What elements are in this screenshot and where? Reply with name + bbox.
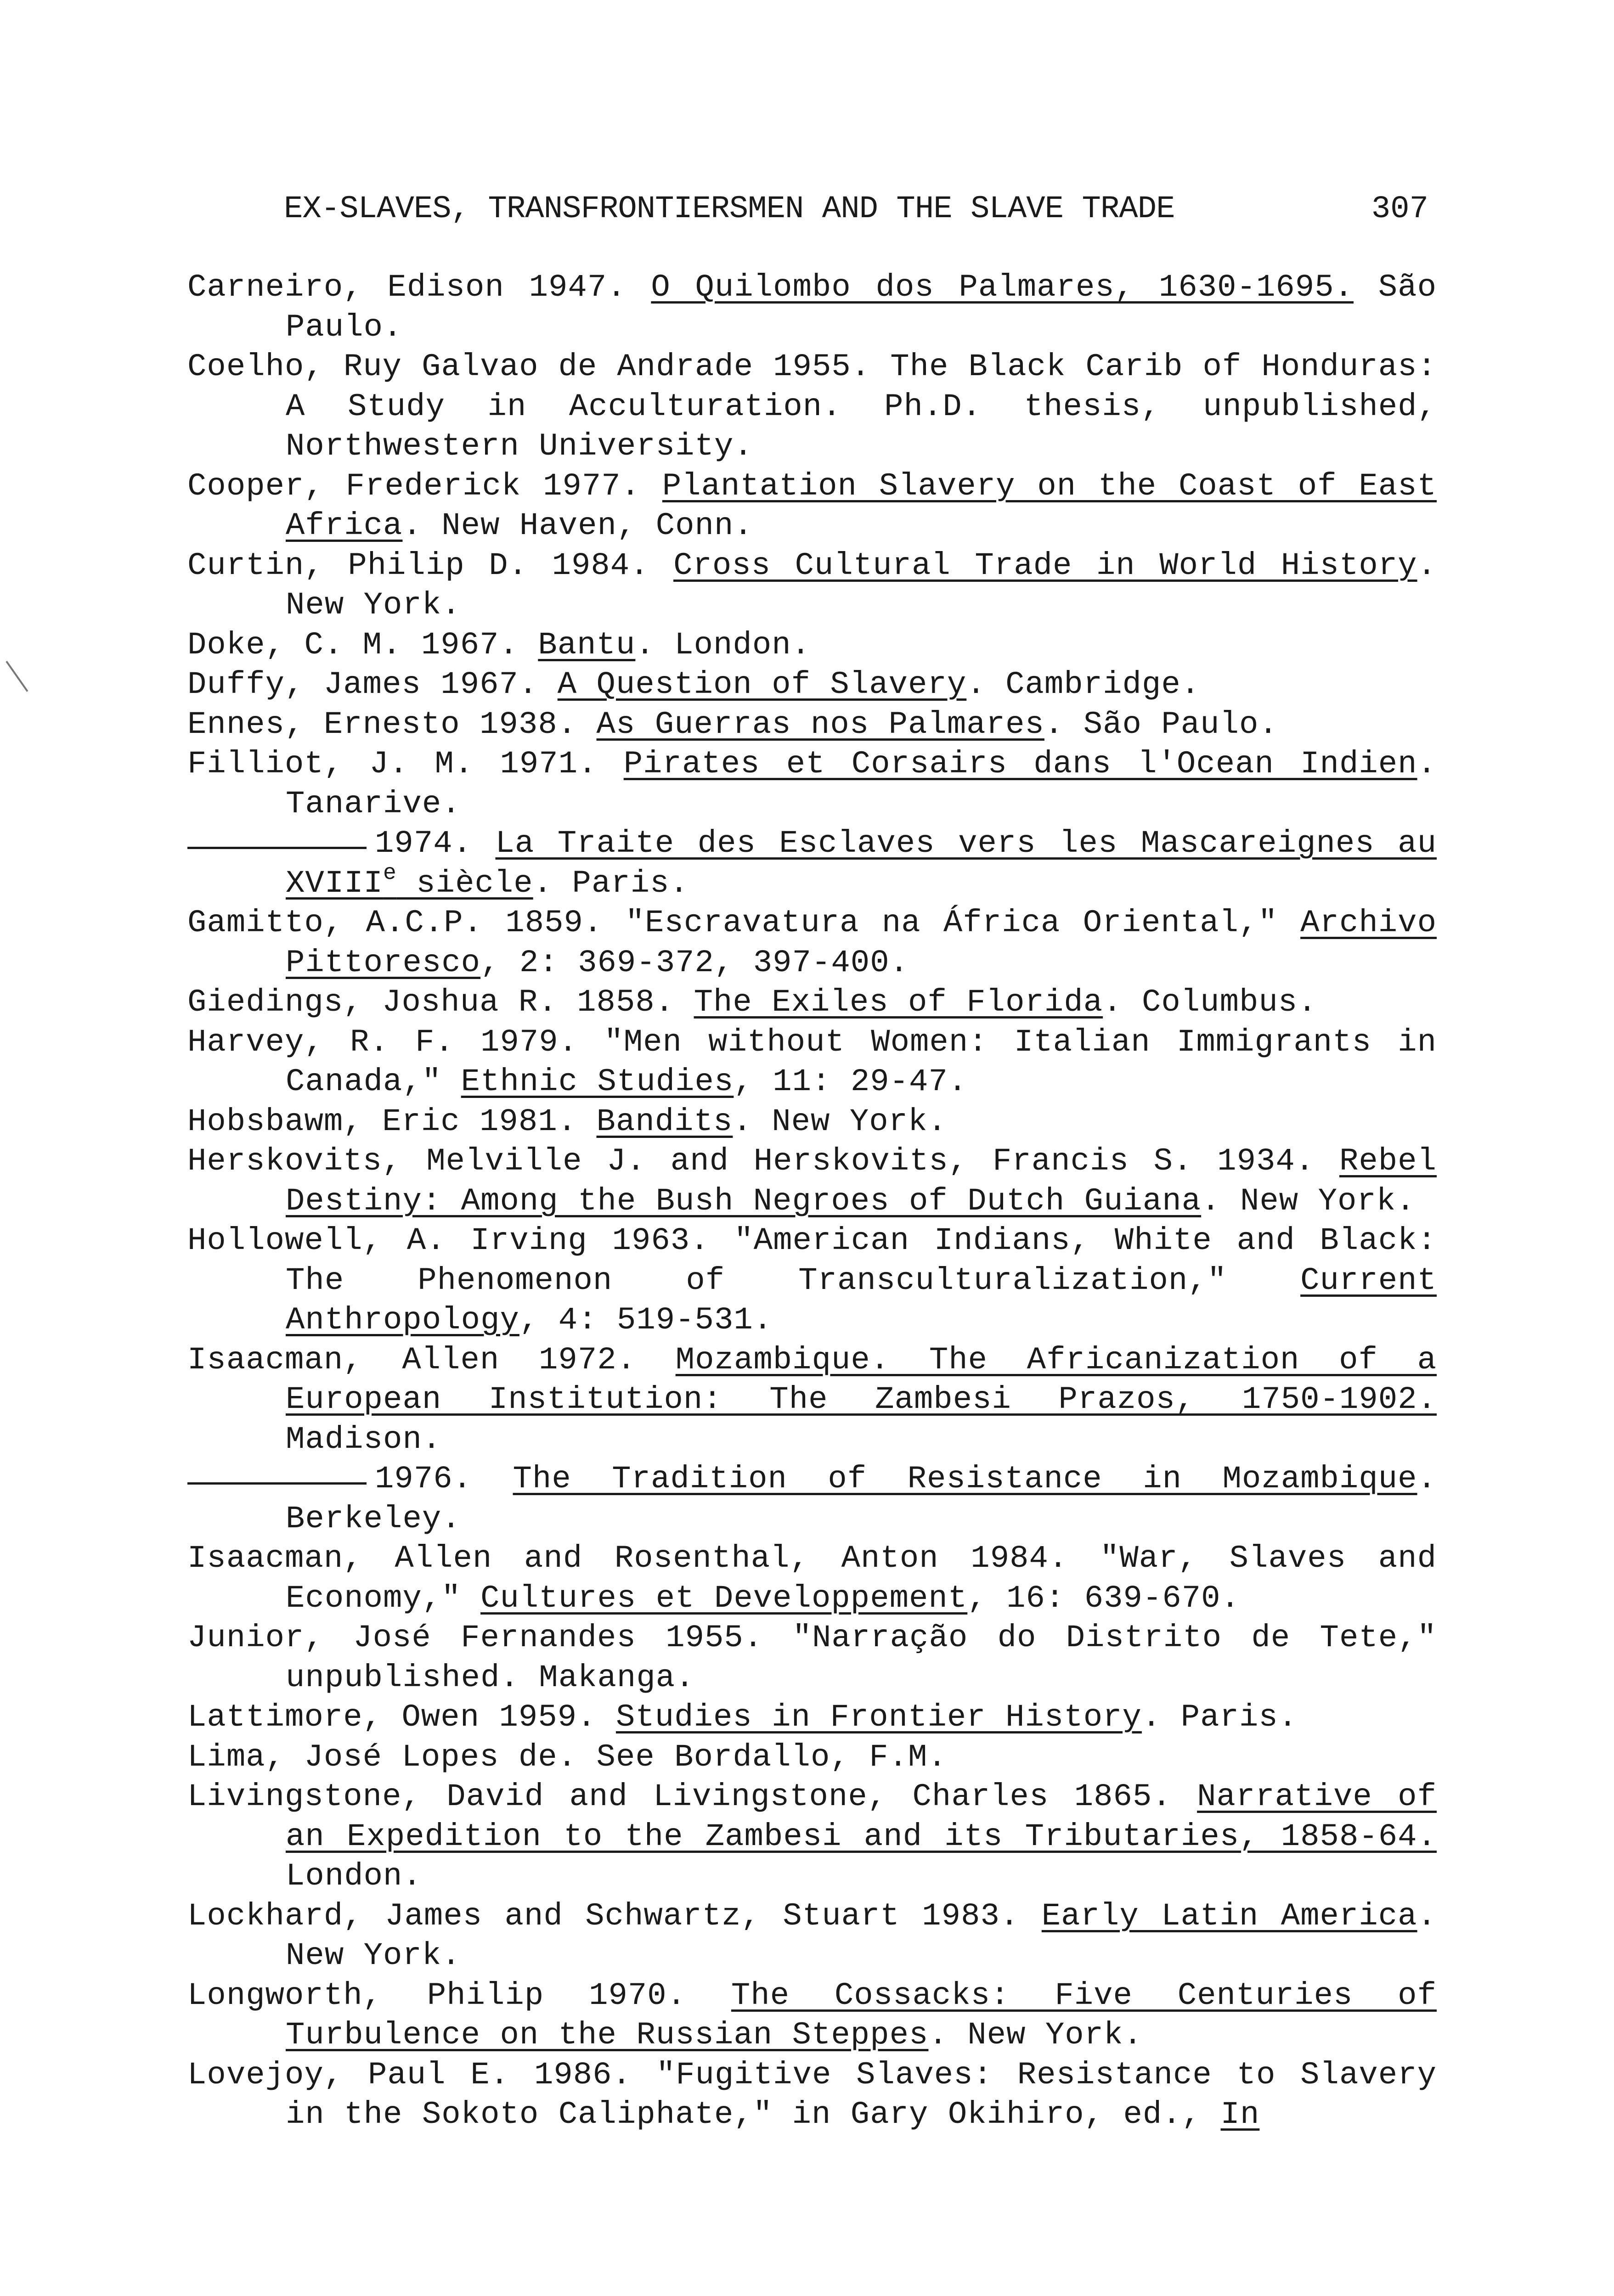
reference-entry [187, 1698, 1437, 1738]
reference-list [187, 268, 1437, 2135]
reference-text: . São Paulo. [1044, 706, 1278, 743]
reference-title: As Guerras nos Palmares [596, 706, 1044, 743]
reference-entry [187, 1023, 1437, 1102]
reference-entry [187, 467, 1437, 546]
reference-entry [187, 268, 1437, 347]
reference-title: Studies in Frontier History [615, 1699, 1142, 1735]
reference-title: Bantu [538, 627, 636, 663]
reference-title: O Quilombo dos Palmares, 1630-1695. [651, 270, 1354, 305]
scan-mark [6, 658, 32, 692]
reference-text: . Paris. [1141, 1699, 1298, 1735]
reference-title: A Question of Slavery [557, 667, 967, 703]
reference-text: . New York. [286, 1898, 1437, 1974]
page-number: 307 [1371, 191, 1428, 227]
reference-text: Lattimore, Owen 1959. [187, 1699, 616, 1735]
reference-text: Hollowell, A. Irving 1963. "American Indians, White and Black: The Phenomenon of Transculturalization," [187, 1223, 1437, 1299]
reference-text: Madison. [286, 1421, 442, 1458]
reference-entry [187, 1618, 1437, 1698]
reference-entry [187, 1102, 1437, 1142]
reference-text: Duffy, James 1967. [187, 667, 558, 703]
reference-text: Longworth, Philip 1970. [187, 1977, 731, 2014]
reference-text: Junior, José Fernandes 1955. "Narração do Distrito de Tete," unpublished. Makanga. [187, 1620, 1437, 1696]
reference-text: Hobsbawm, Eric 1981. [187, 1103, 597, 1140]
reference-title: The Cossacks: Five Centuries of Turbulence on the Russian Steppes [286, 1977, 1437, 2053]
reference-entry [187, 1539, 1437, 1618]
reference-entry [187, 983, 1437, 1023]
reference-entry [187, 665, 1437, 705]
reference-text: , 2: 369-372, 397-400. [480, 945, 909, 981]
reference-text: , 11: 29-47. [734, 1064, 968, 1100]
reference-entry [187, 1221, 1437, 1340]
reference-text: Doke, C. M. 1967. [187, 627, 538, 663]
reference-entry [187, 903, 1437, 983]
reference-entry [187, 625, 1437, 665]
reference-text: Isaacman, Allen 1972. [187, 1342, 676, 1378]
reference-entry [187, 1340, 1437, 1460]
reference-title: Archivo Pittoresco [286, 905, 1437, 981]
reference-title: Cultures et Developpement [480, 1580, 968, 1616]
reference-text: Cooper, Frederick 1977. [187, 468, 662, 504]
reference-title: Bandits [596, 1103, 733, 1140]
reference-text: 1976. [375, 1461, 513, 1497]
reference-text: Carneiro, Edison 1947. [187, 270, 651, 305]
reference-entry [187, 824, 1437, 903]
reference-text: Lockhard, James and Schwartz, Stuart 1983. [187, 1898, 1042, 1934]
same-author-rule [187, 1482, 367, 1485]
reference-title: La Traite des Esclaves vers les Mascareignes au XVIII [286, 826, 1437, 901]
reference-text: Giedings, Joshua R. 1858. [187, 985, 694, 1020]
reference-text: , 4: 519-531. [519, 1302, 773, 1338]
reference-title: Plantation Slavery on the Coast of East Africa [286, 468, 1437, 544]
reference-text: 1974. [375, 826, 496, 861]
reference-entry [187, 1142, 1437, 1221]
reference-text: . Tanarive. [286, 746, 1437, 822]
reference-title: Mozambique. The Africanization of a European Institution: The Zambesi Prazos, 1750-1902. [286, 1342, 1437, 1418]
reference-text: . New York. [928, 2017, 1143, 2053]
reference-entry [187, 1777, 1437, 1896]
reference-text: Ennes, Ernesto 1938. [187, 706, 597, 743]
reference-text: Harvey, R. F. 1979. "Men without Women: Italian Immigrants in Canada," [187, 1024, 1437, 1100]
reference-text: . New York. [286, 547, 1437, 623]
reference-entry [187, 347, 1437, 467]
reference-text: Lima, José Lopes de. See Bordallo, F.M. [187, 1739, 947, 1775]
reference-text: Lovejoy, Paul E. 1986. "Fugitive Slaves: Resistance to Slavery in the Sokoto Caliphate," in Gary Okihiro, ed., [187, 2057, 1437, 2133]
same-author-rule [187, 847, 367, 849]
reference-title: The Tradition of Resistance in Mozambique [513, 1461, 1417, 1497]
reference-text: Livingstone, David and Livingstone, Charles 1865. [187, 1779, 1197, 1815]
reference-text: . Columbus. [1103, 985, 1317, 1020]
reference-text: Curtin, Philip D. 1984. [187, 547, 674, 584]
reference-title: siècle [396, 865, 533, 901]
reference-entry [187, 1738, 1437, 1778]
reference-text: Filliot, J. M. 1971. [187, 746, 624, 782]
reference-title-sup-wrap [383, 861, 397, 901]
reference-text: . New Haven, Conn. [402, 508, 753, 544]
superscript: e [383, 861, 397, 886]
reference-text: Coelho, Ruy Galvao de Andrade 1955. The Black Carib of Honduras: A Study in Acculturation. Ph.D. thesis, unpublished, Northwestern University. [187, 349, 1437, 464]
reference-title: Rebel Destiny: Among the Bush Negroes of Dutch Guiana [286, 1143, 1437, 1219]
reference-entry [187, 705, 1437, 745]
reference-text: . New York. [1201, 1183, 1416, 1219]
reference-text: Gamitto, A.C.P. 1859. "Escravatura na África Oriental," [187, 905, 1301, 941]
reference-text: . New York. [733, 1103, 947, 1140]
reference-title: In [1220, 2097, 1260, 2133]
reference-title: The Exiles of Florida [694, 985, 1103, 1020]
reference-title: Early Latin America [1041, 1898, 1417, 1934]
reference-title: Narrative of an Expedition to the Zambesi and its Tributaries, 1858-64. [286, 1779, 1437, 1855]
reference-text: Isaacman, Allen and Rosenthal, Anton 1984. "War, Slaves and Economy," [187, 1541, 1437, 1616]
reference-text: . London. [635, 627, 811, 663]
running-header [284, 184, 1428, 234]
reference-entry [187, 1976, 1437, 2055]
reference-entry [187, 1896, 1437, 1976]
reference-text: São Paulo. [286, 270, 1437, 345]
running-title: EX-SLAVES, TRANSFRONTIERSMEN AND THE SLAVE TRADE [284, 191, 1175, 227]
reference-text: Herskovits, Melville J. and Herskovits, Francis S. 1934. [187, 1143, 1339, 1179]
reference-text: . Cambridge. [966, 667, 1201, 703]
reference-title: Ethnic Studies [461, 1064, 734, 1100]
reference-entry [187, 546, 1437, 625]
reference-text: London. [286, 1858, 422, 1894]
reference-entry [187, 744, 1437, 824]
reference-entry [187, 2055, 1437, 2135]
reference-entry [187, 1459, 1437, 1539]
reference-text: . Paris. [533, 865, 689, 901]
reference-text: , 16: 639-670. [967, 1580, 1240, 1616]
reference-title: Cross Cultural Trade in World History [673, 547, 1417, 584]
reference-title: Current Anthropology [286, 1262, 1437, 1338]
reference-title: Pirates et Corsairs dans l'Ocean Indien [623, 746, 1417, 782]
reference-text: . Berkeley. [286, 1461, 1437, 1537]
